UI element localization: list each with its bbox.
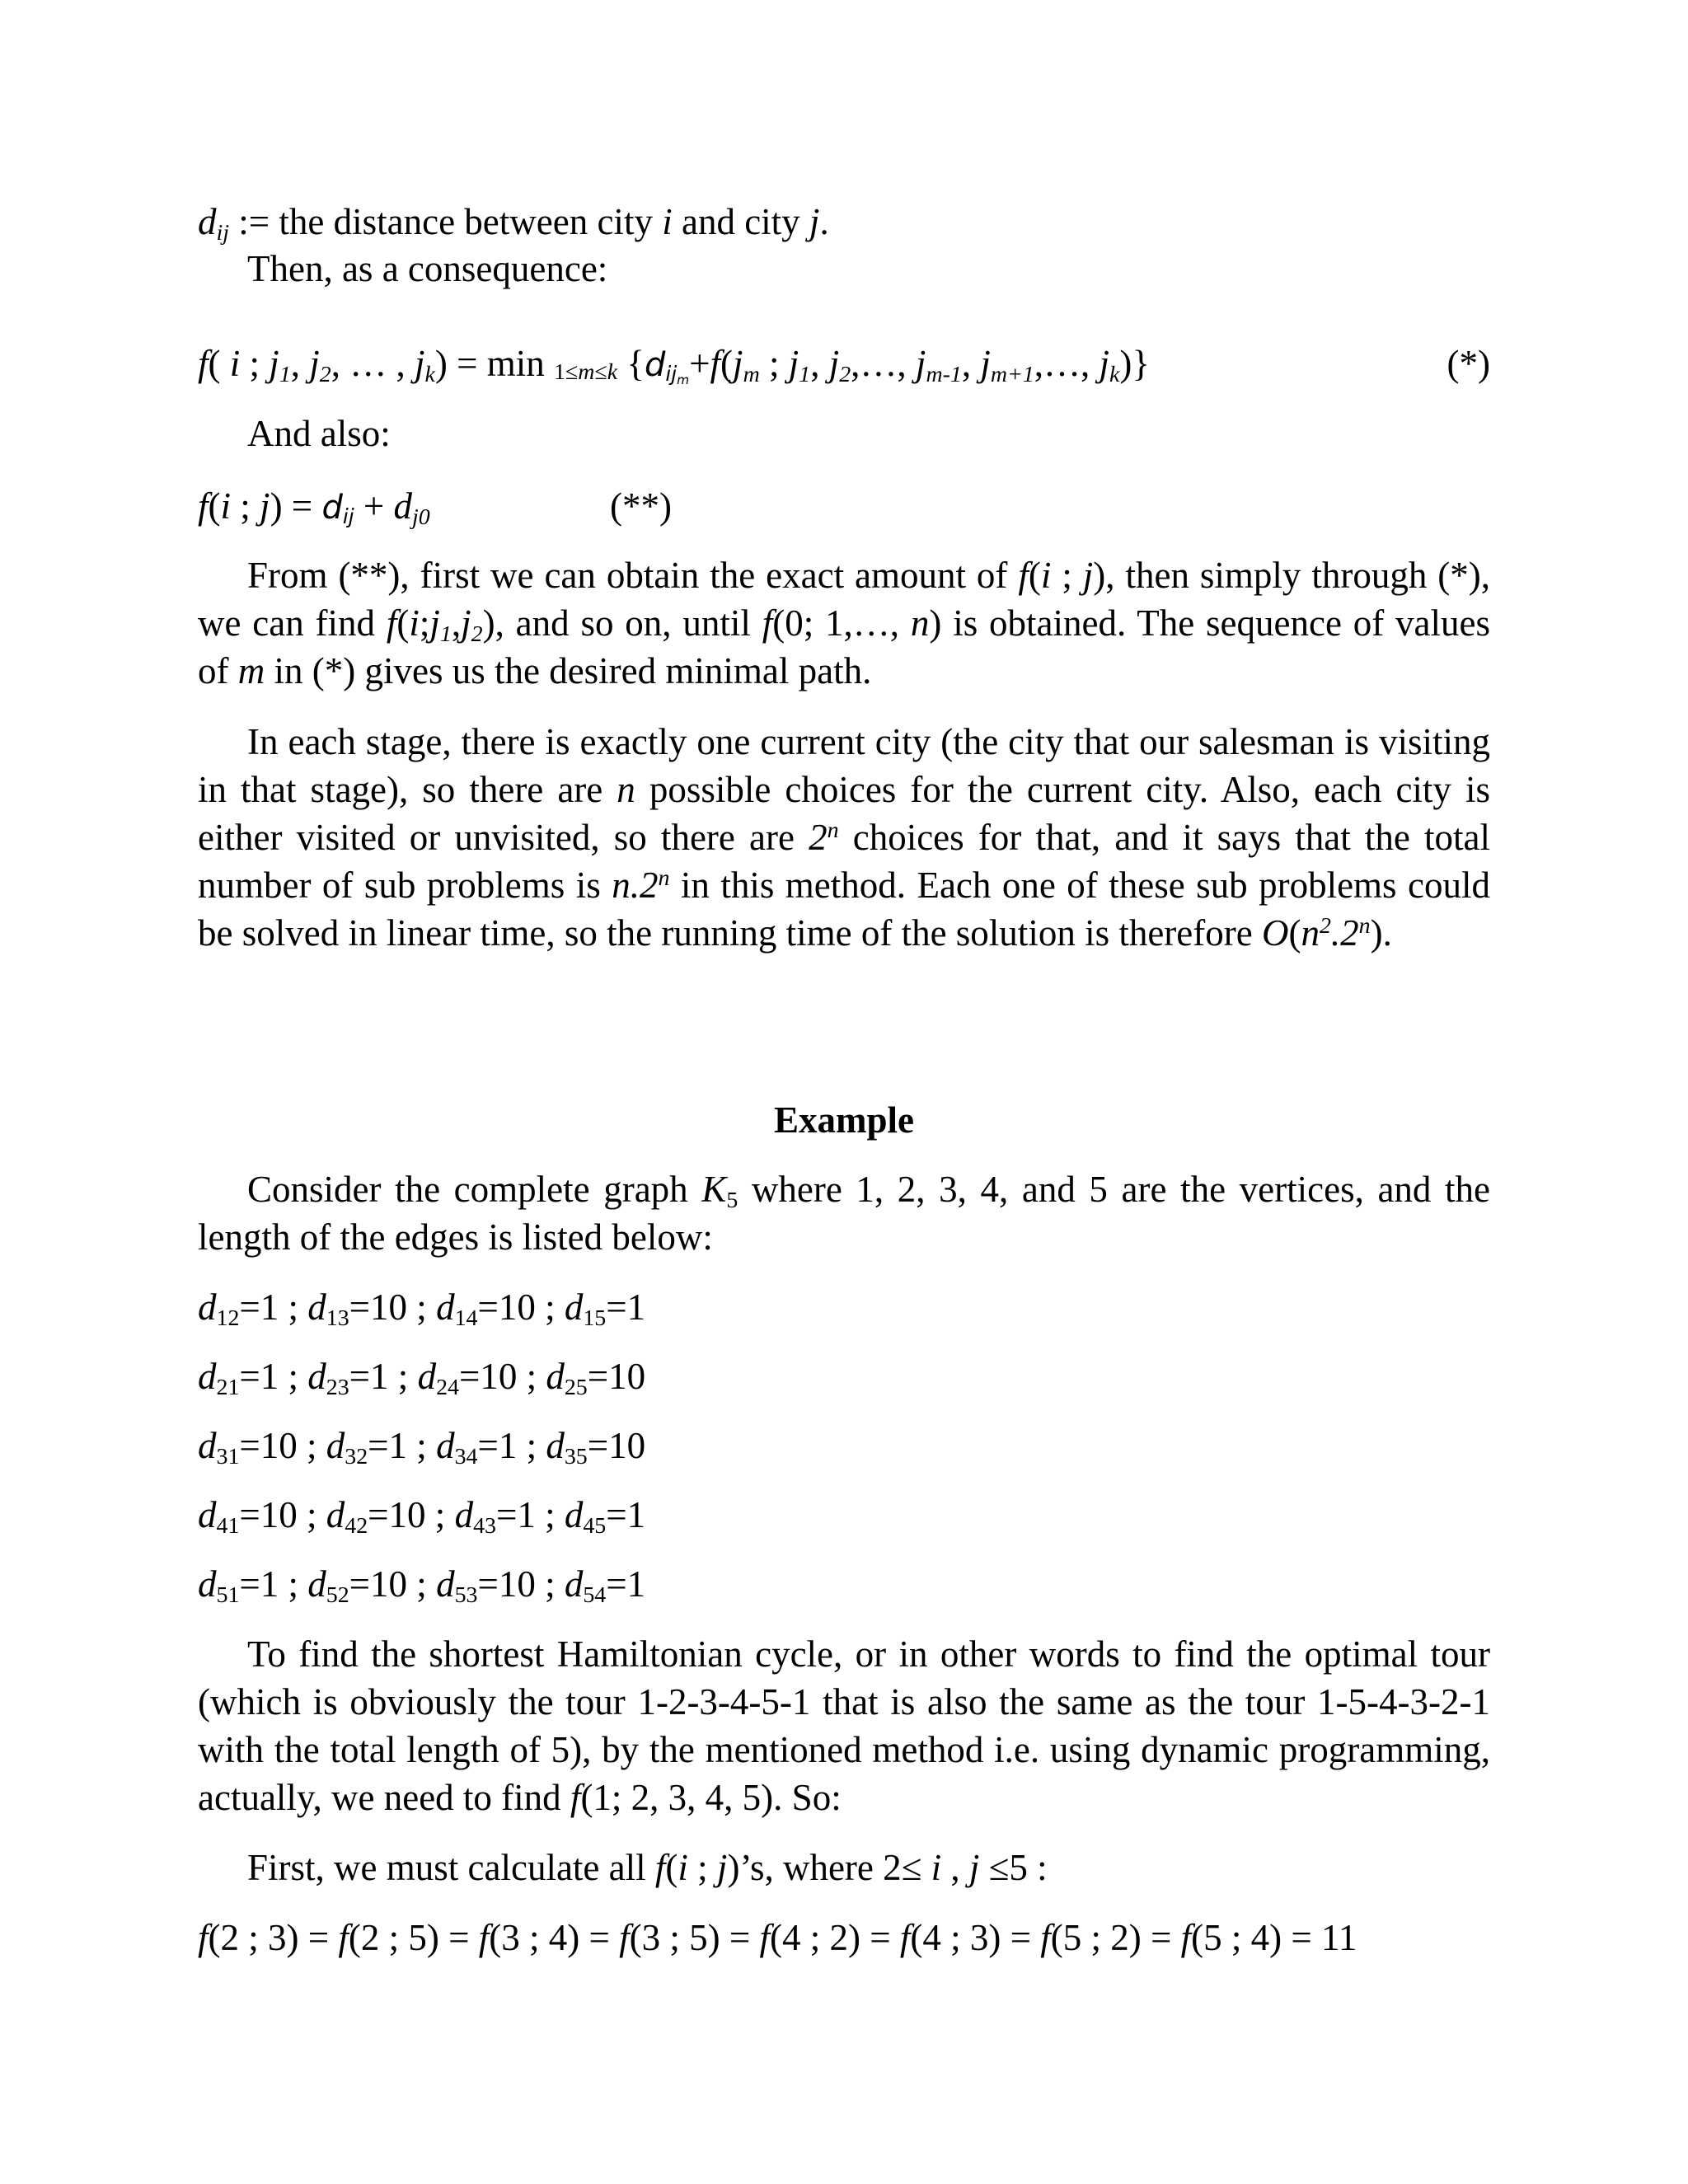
- distance-row-5: $d_{51}=1$ ; $d_{52}=10$ ; $d_{53}=10$ ; $d_{54}=1$: [198, 1563, 646, 1608]
- result-line: f(2 ; 3) = f(2 ; 5) = f(3 ; 4) = f(3 ; 5) = f(4 ; 2) = f(4 ; 3) = f(5 ; 2) = f(5 ; 4) = 11: [198, 1917, 1357, 1958]
- text: First, we must calculate all: [247, 1847, 646, 1888]
- paragraph-1: From (**), first we can obtain the exact amount of f(i ; j), then simply through (*), we can find $f(i;j_1,j_2)$, and so on, until f(0; 1,…, n) is obtained. The sequence of values of m in (*) gives us the desired minimal path.: [198, 555, 1491, 691]
- text: in this method. Each one of these sub problems could be solved in linear time, so the running time of the solution is therefore: [198, 865, 1490, 954]
- definition-line: $d_{ij}$ := the distance between city i and city j.: [198, 201, 829, 246]
- distance-row-3: $d_{31}=10$ ; $d_{32}=1$ ; $d_{34}=1$ ; $d_{35}=10$: [198, 1425, 646, 1469]
- text: (1; 2, 3, 4, 5). So:: [580, 1777, 842, 1818]
- equation-double-star: f(i ; $j) = d_{ij} + d_{j0}$: [198, 485, 430, 530]
- text: To find the shortest Hamiltonian cycle, or in other words to find the optimal tour (which is obviously the tour 1-2-3-4-5-1 that is also the same as the tour 1-5-4-3-2-1 with the total length of 5), by the mentioned method i.e. using dynamic programming, actually, we need to find: [198, 1633, 1490, 1818]
- text: .: [1382, 912, 1392, 954]
- text: and city: [672, 201, 809, 242]
- text: , then simply through (*), we can find: [198, 555, 1490, 644]
- text: , and so on, until: [495, 602, 751, 644]
- and-also-line: And also:: [247, 413, 391, 454]
- paragraph-2: In each stage, there is exactly one current city (the city that our salesman is visiting in that stage), so there are n possible choices for the current city. Also, each city is either visited or unvisited, so there are 2$^n$ choices for that, and it says that the total number of sub problems is n.2$^n$ in this method. Each one of these sub problems could be solved in linear time, so the running time of the solution is therefore $O(n^2.2^n)$.: [198, 721, 1491, 954]
- text: In each stage, there is exactly one current city (the city that our salesman is visiting in that stage), so there are: [198, 721, 1490, 810]
- paragraph-5: First, we must calculate all f(i ; j)’s, where 2≤ i , j ≤5 :: [247, 1847, 1048, 1888]
- text: possible choices for the current city. Also, each city is either visited or unvisited, so there are: [198, 769, 1490, 858]
- then-line: Then, as a consequence:: [247, 248, 608, 289]
- equation-tag-double-star: (**): [610, 485, 672, 527]
- text: 5 :: [1009, 1847, 1048, 1888]
- distance-row-4: $d_{41}=10$ ; $d_{42}=10$ ; $d_{43}=1$ ; $d_{45}=1$: [198, 1494, 646, 1539]
- paragraph-3: Consider the complete graph $K_5$ where 1, 2, 3, 4, and 5 are the vertices, and the length of the edges is listed below:: [198, 1169, 1490, 1258]
- text: ’s, where 2: [739, 1847, 902, 1888]
- text: where 1, 2, 3, 4, and 5 are the vertices, and the length of the edges is listed below:: [198, 1169, 1490, 1258]
- section-heading: Example: [773, 1099, 914, 1141]
- equation-star: f( i ; $j_1$, $j_2$, … , $j_k) = \min 1\le m\le k$ {$d_{ij_m}+f(j_m$ ; $j_1$, $j_2,\dots$, $j_{m-1}$, $j_{m+1},\dots$, $j_k$)}: [198, 343, 1150, 388]
- text: choices for that, and it says that the total number of sub problems is: [198, 817, 1491, 906]
- distance-row-2: $d_{21}=1$ ; $d_{23}=1$ ; $d_{24}=10$ ; $d_{25}=10$: [198, 1356, 646, 1400]
- text: From (**), first we can obtain the exact amount of: [247, 555, 1008, 596]
- distance-row-1: $d_{12}=1$ ; $d_{13}=10$ ; $d_{14}=10$ ; $d_{15}=1$: [198, 1286, 646, 1331]
- text: in (*) gives us the desired minimal path.: [265, 650, 872, 691]
- text: Consider the complete graph: [247, 1169, 688, 1210]
- paragraph-4: To find the shortest Hamiltonian cycle, or in other words to find the optimal tour (which is obviously the tour 1-2-3-4-5-1 that is also the same as the tour 1-5-4-3-2-1 with the total length of 5), by the mentioned method i.e. using dynamic programming, actually, we need to find f(1; 2, 3, 4, 5). So:: [198, 1633, 1490, 1818]
- equation-tag-star: (*): [1447, 343, 1490, 384]
- text: is obtained. The sequence of values of: [198, 602, 1491, 691]
- text: := the distance between city: [229, 201, 663, 242]
